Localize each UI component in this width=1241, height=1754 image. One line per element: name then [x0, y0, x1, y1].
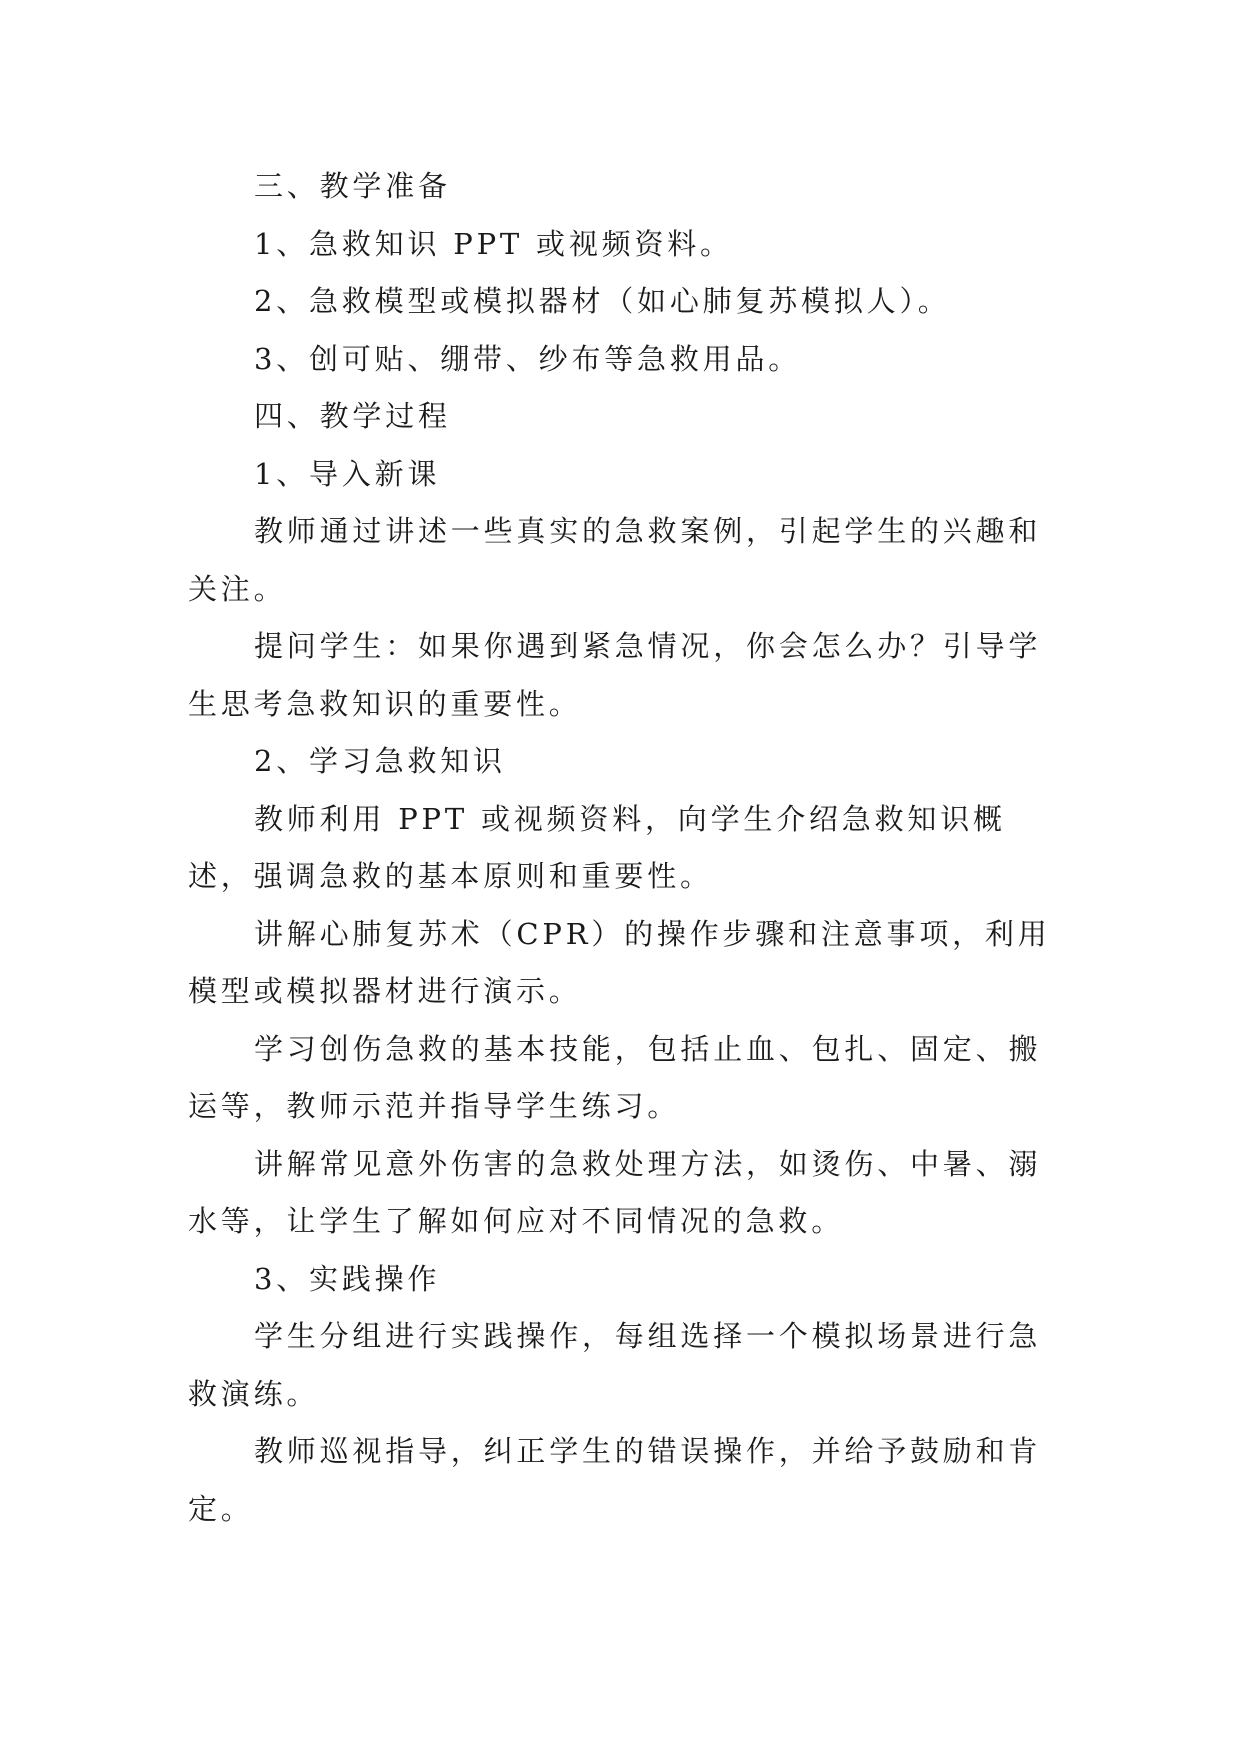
- body-paragraph: 学生分组进行实践操作，每组选择一个模拟场景进行急救演练。: [188, 1319, 1042, 1411]
- subheading-introduction: 1、导入新课: [254, 456, 441, 491]
- list-item: 1、急救知识 PPT 或视频资料。: [254, 226, 733, 261]
- section-heading-teaching-process: 四、教学过程: [254, 399, 451, 433]
- section-heading-teaching-preparation: 三、教学准备: [254, 169, 451, 203]
- body-paragraph: 讲解心肺复苏术（CPR）的操作步骤和注意事项，利用模型或模拟器材进行演示。: [188, 916, 1051, 1008]
- subheading-practice: 3、实践操作: [254, 1261, 441, 1296]
- body-paragraph: 讲解常见意外伤害的急救处理方法，如烫伤、中暑、溺水等，让学生了解如何应对不同情况的急救。: [188, 1146, 1042, 1238]
- body-paragraph: 教师通过讲述一些真实的急救案例，引起学生的兴趣和关注。: [188, 514, 1042, 606]
- document-body: [188, 158, 1058, 1538]
- body-paragraph: 提问学生：如果你遇到紧急情况，你会怎么办？引导学生思考急救知识的重要性。: [188, 629, 1042, 721]
- body-paragraph: 学习创伤急救的基本技能，包括止血、包扎、固定、搬运等，教师示范并指导学生练习。: [188, 1031, 1042, 1123]
- list-item: 3、创可贴、绷带、纱布等急救用品。: [254, 341, 802, 376]
- body-paragraph: 教师利用 PPT 或视频资料，向学生介绍急救知识概述，强调急救的基本原则和重要性。: [188, 801, 1006, 893]
- body-paragraph: 教师巡视指导，纠正学生的错误操作，并给予鼓励和肯定。: [188, 1434, 1042, 1526]
- subheading-learn-first-aid: 2、学习急救知识: [254, 744, 506, 778]
- list-item: 2、急救模型或模拟器材（如心肺复苏模拟人）。: [254, 284, 951, 318]
